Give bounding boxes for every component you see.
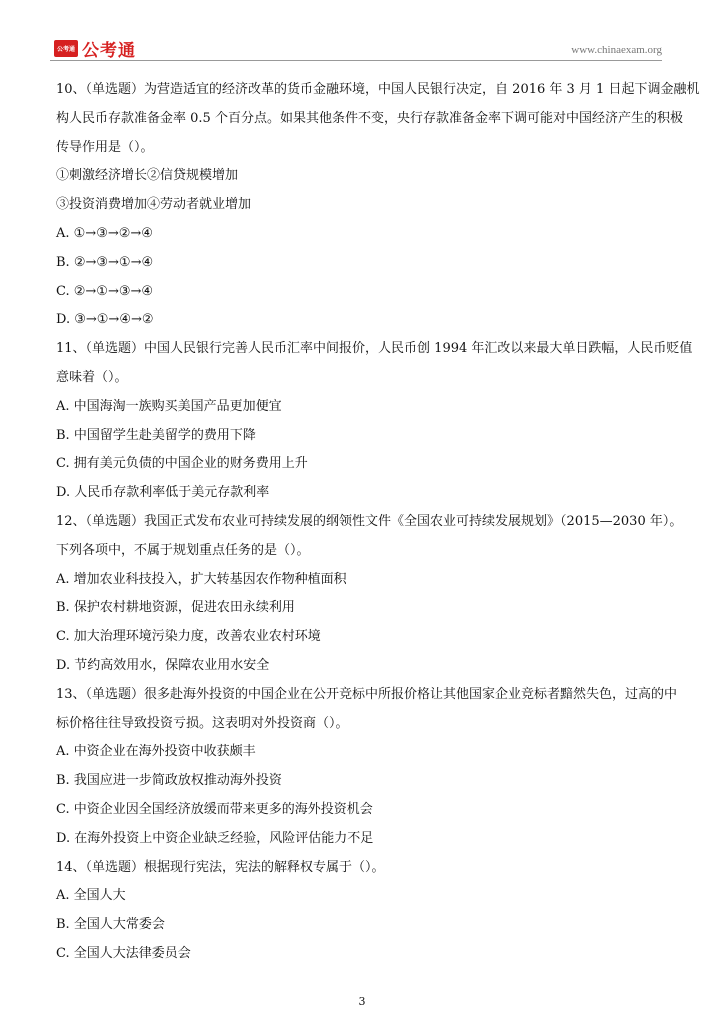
text-line: A. ①→③→②→④ — [56, 225, 153, 241]
text-line: B. ②→③→①→④ — [56, 254, 154, 270]
text-line: C. 拥有美元负债的中国企业的财务费用上升 — [56, 456, 308, 472]
text-line: D. 节约高效用水，保障农业用水安全 — [56, 657, 270, 673]
text-line: A. 中资企业在海外投资中收获颇丰 — [56, 744, 256, 760]
text-line: 下列各项中，不属于规划重点任务的是（）。 — [56, 542, 310, 558]
page-number: 3 — [358, 995, 366, 1008]
text-line: B. 我国应进一步简政放权推动海外投资 — [56, 773, 282, 789]
text-line: B. 全国人大常委会 — [56, 917, 165, 933]
site-url: www.chinaexam.org — [571, 44, 662, 56]
text-line: 12、（单选题）我国正式发布农业可持续发展的纲领性文件《全国农业可持续发展规划》（2015—2030 年）。 — [56, 513, 683, 529]
text-line: 14、（单选题）根据现行宪法，宪法的解释权专属于（）。 — [56, 859, 385, 875]
header-divider — [50, 60, 662, 61]
text-line: 13、（单选题）很多赴海外投资的中国企业在公开竞标中所报价格让其他国家企业竞标者黯然失色，过高的中 — [56, 686, 678, 702]
text-line: 传导作用是（）。 — [56, 139, 154, 155]
text-line: 标价格往往导致投资亏损。这表明对外投资商（）。 — [56, 715, 349, 731]
text-line: A. 全国人大 — [56, 888, 126, 904]
text-line: 11、（单选题）中国人民银行完善人民币汇率中间报价，人民币创 1994 年汇改以来最大单日跌幅，人民币贬值 — [56, 341, 693, 357]
text-line: 10、（单选题）为营造适宜的经济改革的货币金融环境，中国人民银行决定，自 2016 年 3 月 1 日起下调金融机 — [56, 82, 700, 97]
text-line: ③投资消费增加④劳动者就业增加 — [56, 197, 252, 213]
text-line: C. 全国人大法律委员会 — [56, 945, 191, 961]
text-line: A. 中国海淘一族购买美国产品更加便宜 — [56, 398, 282, 414]
logo-badge: 公考通 — [54, 40, 78, 57]
logo-text: 公考通 — [82, 41, 136, 61]
text-line: C. 加大治理环境污染力度，改善农业农村环境 — [56, 629, 321, 645]
text-line: B. 保护农村耕地资源，促进农田永续利用 — [56, 600, 295, 616]
text-line: A. 增加农业科技投入，扩大转基因农作物种植面积 — [56, 571, 347, 587]
text-line: D. ③→①→④→② — [56, 312, 154, 328]
text-line: ①刺激经济增长②信贷规模增加 — [56, 168, 239, 184]
text-line: D. 人民币存款利率低于美元存款利率 — [56, 485, 270, 501]
text-line: 构人民币存款准备金率 0.5 个百分点。如果其他条件不变，央行存款准备金率下调可能对中国经济产生的积极 — [56, 110, 683, 126]
text-line: D. 在海外投资上中资企业缺乏经验，风险评估能力不足 — [56, 830, 374, 846]
text-line: 意味着（）。 — [56, 369, 128, 385]
text-line: C. ②→①→③→④ — [56, 283, 154, 299]
text-line: C. 中资企业因全国经济放缓而带来更多的海外投资机会 — [56, 801, 373, 817]
logo — [54, 36, 136, 61]
question-content — [56, 76, 700, 969]
text-line: B. 中国留学生赴美留学的费用下降 — [56, 427, 256, 443]
page-header — [50, 34, 662, 61]
